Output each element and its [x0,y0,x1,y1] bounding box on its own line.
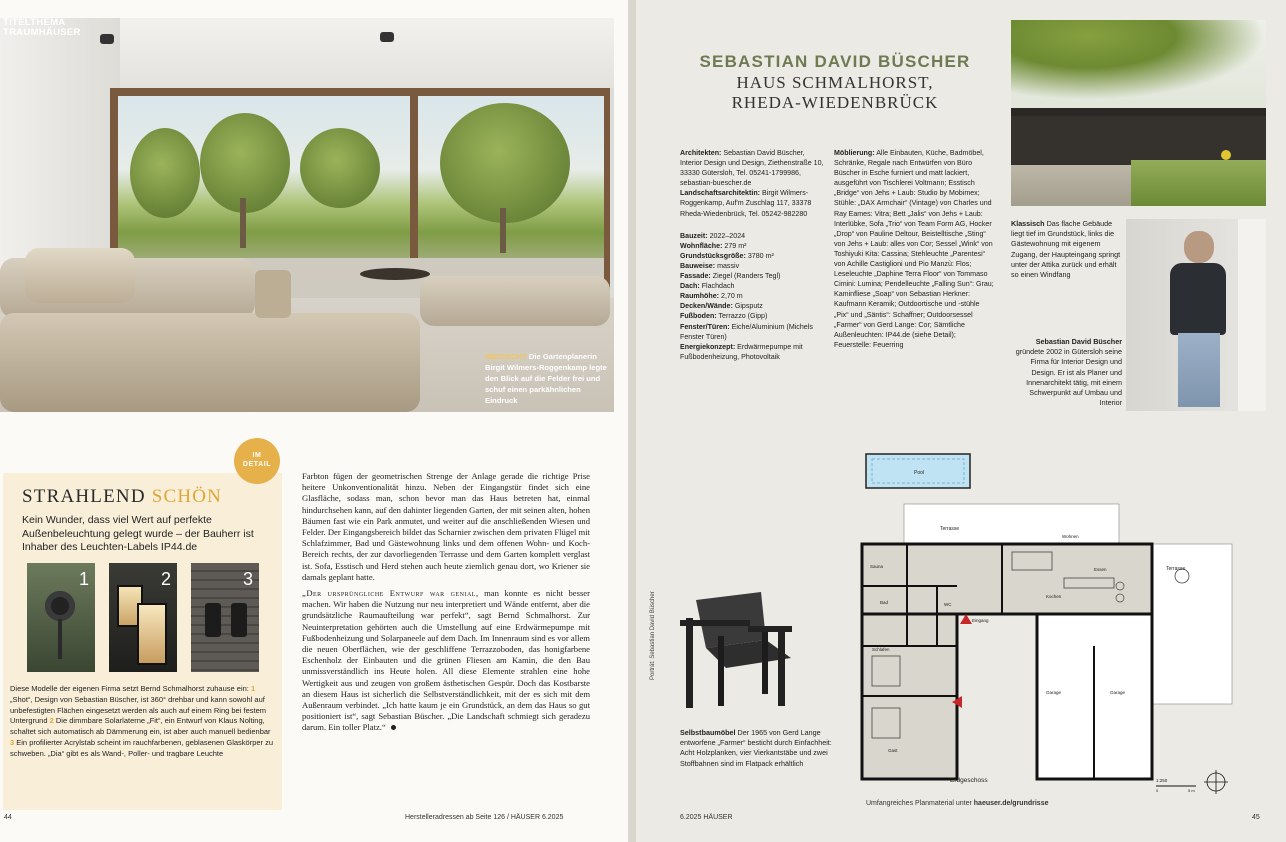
box-title-accent: SCHÖN [151,486,223,507]
box-text-2: „Shot“, Design von Sebastian Büscher, ist 360° drehbar und kann sowohl auf unbefestigten Flächen eingesetzt werden als auch auf einem Ring bei festem Untergrund [10,694,266,726]
badge-line2: DETAIL [242,461,272,468]
chair-caption-lead: Selbstbaumöbel [680,728,736,737]
portrait-caption [1006,337,1122,408]
north-arrow-icon [1204,770,1228,794]
project-title [680,52,990,112]
box-title [22,486,222,508]
house-line2: RHEDA-WIEDENBRÜCK [731,93,939,112]
article-paragraph-2-text: man konnte es nicht besser machen. Wir haben die Nutzung nur neu interpretiert und Wände entfernt, aber die grundsätzliche Raumaufteilung war perfekt“, sagt Bernd Schmalhorst. Zur Neuinterpretation gehörten auch die Umstellung auf eine Erdwärmepumpe mit Fußbodenheizung und Solarpaneele auf dem Dach. Im Innenraum sind es vor allem die neuen Oberflächen, wie der geschliffene Terrazzoboden, das honigfarbene Eschenholz der Einbauten und die grünen Fliesen am Kamin, die den Bau unmissverständlich ins Heute holen. All diese Elemente strahlen eine hohe Wertigkeit aus und zeugen von großem ästhetischen Gespür. Doch das Kostbarste an diesem Haus ist sicherlich die Selbstverständlichkeit, mit der es sich mit dem Außenraum verbindet. „Ich hatte kaum je ein Grundstück, an dem das Haus so gut positioniert ist“, sagt Sebastian Büscher. „Die Landschaft schmiegt sich geradezu darum. Ein toller Platz.“ [302,588,590,733]
product-number-3: 3 [242,569,253,589]
plan-caption [866,800,1048,807]
plan-scale: 1:250 [1156,778,1168,783]
exterior-caption-text: Das flache Gebäude liegt tief im Grundstück, links die Gästewohnung mit eigenem Zugang, der Haupteingang springt unter der Attika zurück und erhält so einen Windfang [1011,219,1121,280]
portrait-credit: Porträt: Sebastian David Büscher [650,591,656,680]
floor-plan [832,446,1264,796]
fact-moeblierung: Möblierung: Alle Einbauten, Küche, Badmöbel, Schränke, Regale nach Entwürfen von Büro Büscher in Esche furniert und matt lackiert, ausgeführt von Tischlerei Voltmann; Esstisch „Bridge“ von Jehs + Laub: Studio by Mobimex; Stühle: „DAX Armchair“ (Vintage) von Charles und Ray Eames: Vitra; Bett „Jalis“ von Jehs + Laub: Interlübke, Sofa „Trio“ von Team Form AG, Hocker „Drop“ von Pauline Deltour, Beistelltische „Sting“ von Jehs + Laub: alles von Cor; Sessel „Wink“ von Toshiyuki Kita: Cassina; Stehleuchte „Parentesi“ von Achille Castiglioni und Pio Manzù: Flos; Leseleuchte „Daphine Terra Floor“ von Tommaso Cimini: Lumina; Pendelleuchte „Falling Sun“: Grau; Kaminfliese „Soap“ von Sebastian Herkner: Kaufmann Keramik; Outdoortische und -stühle „Pix“ und „Säntis“: Schaffner; Outdoorsessel „Farmer“ von Gerd Lange: Cor; Sämtliche Außenleuchten: IP44.de (siehe Detail); Feuerstelle: Feuerring [834,149,994,349]
left-page [0,0,628,842]
facts-column-1 [680,148,828,362]
fact-bauweise: Bauweise: massiv [680,261,740,270]
article-paragraph-2 [302,588,590,734]
plan-caption-prefix: Umfangreiches Planmaterial unter [866,800,972,807]
architect-name: SEBASTIAN DAVID BÜSCHER [699,52,971,71]
plan-label-wohnen: Wohnen [1062,534,1079,539]
fact-wohnflaeche: Wohnfläche: 279 m² [680,241,747,250]
portrait-photo [1126,219,1266,411]
section-kicker [3,18,81,38]
fact-fassade: Fassade: Ziegel (Randers Tegl) [680,272,781,281]
page-number-right: 45 [1252,814,1260,821]
plan-label-bad: Bad [880,600,889,605]
fact-grundstueck: Grundstücksgröße: 3780 m² [680,251,774,260]
box-text-3: Die dimmbare Solarlaterne „Fit“, ein Entwurf von Klaus Nolting, schaltet sich automatisch ab Dämmerung ein, ist aber auch manuell bedienbar [10,716,271,737]
fact-fussboden: Fußboden: Terrazzo (Gipp) [680,312,768,321]
fact-landschaftsarchitektin: Landschaftsarchitektin: Birgit Wilmers-Roggenkamp, Auf'm Zuschlag 117, 33378 Rheda-Wiedenbrück, Tel. 05242-982280 [680,189,812,218]
plan-label-gast: Gast [888,748,898,753]
box-body-text [10,684,275,760]
chair-caption-text: Der 1965 von Gerd Lange entworfene „Farmer“ besticht durch Einfachheit: Acht Holzplanken, vier Vierkantstäbe und zwei Stoffbahnen sind im Flatpack erhältlich [680,728,832,768]
plan-label-garage1: Garage [1046,690,1062,695]
plan-label-essen: Essen [1094,567,1107,572]
box-num-1: 1 [250,684,256,693]
hero-photo-living-room [0,18,614,412]
portrait-caption-text: gründete 2002 in Gütersloh seine Firma für Interior Design und Design. Er ist als Planer und Innenarchitekt tätig, mit einem Schwerpunkt auf Umbau und Interior [1015,347,1122,408]
plan-label-garage2: Garage [1110,690,1126,695]
hero-caption-text: Die Gartenplanerin Birgit Wilmers-Roggenkamp legte den Blick auf die Felder frei und schuf einen parkähnlichen Eindruck [485,352,607,405]
plan-floor-label: Erdgeschoss [950,777,988,784]
fact-raumhoehe: Raumhöhe: 2,70 m [680,292,743,301]
end-mark [391,725,396,730]
plan-caption-link[interactable]: haeuser.de/grundrisse [973,800,1049,807]
box-text-4: Ein profilierter Acrylstab scheint im rauchfarbenen, geblasenen Glaskörper zu schweben. „Dia“ gibt es als Wand-, Poller- und tragbare Leuchte [10,737,274,758]
box-subtitle: Kein Wunder, dass viel Wert auf perfekte Außenbeleuchtung gelegt wurde – der Bauherr ist Inhaber des Leuchten-Labels IP44.de [22,514,254,553]
right-page [636,0,1286,842]
plan-label-schlafen: Schlafen [872,647,890,652]
article-body [302,471,590,739]
plan-label-terrasse2: Terrasse [1166,566,1186,572]
fact-fenster: Fenster/Türen: Eiche/Aluminium (Michels Fenster Türen) [680,322,813,341]
plan-label-eingang: Eingang [972,618,989,623]
box-text-1: Diese Modelle der eigenen Firma setzt Bernd Schmalhorst zuhause ein: [10,684,249,693]
footer-right: 6.2025 HÄUSER [680,814,733,821]
gutter [628,0,636,842]
page-number-left: 44 [4,814,12,821]
kicker-line2: TRAUMHÄUSER [3,27,81,38]
badge-line1: IM [252,452,262,459]
plan-label-pool: Pool [914,470,925,476]
box-num-3: 3 [10,737,15,747]
detail-badge [234,438,280,484]
plan-label-wc: WC [944,602,952,607]
product-photo-1 [27,563,95,672]
product-photo-2 [109,563,177,672]
chair-caption [680,728,840,769]
kicker-line1: TITELTHEMA [3,17,66,28]
house-line1: HAUS SCHMALHORST, [736,73,934,92]
portrait-caption-lead: Sebastian David Büscher [1035,337,1122,346]
product-number-1: 1 [78,569,89,589]
fact-dach: Dach: Flachdach [680,282,735,291]
product-number-2: 2 [160,569,171,589]
article-lead-in: „Der ursprüngliche Entwurf war genial, [302,588,479,599]
fact-energie: Energiekonzept: Erdwärmepumpe mit Fußbodenheizung, Photovoltaik [680,342,803,361]
exterior-caption-lead: Klassisch [1011,219,1045,228]
box-num-2: 2 [49,716,54,726]
hero-caption-lead: WEITSICHT [485,352,527,361]
plan-label-sauna: Sauna [870,564,884,569]
box-title-plain: STRAHLEND [22,486,146,507]
plan-scale-0: 0 [1156,788,1159,793]
fact-architekten: Architekten: Sebastian David Büscher, Interior Design und Design, Ziethenstraße 10, 33330 Gütersloh, Tel. 05241-1799986, sebastian-buescher.de [680,149,824,188]
product-photo-3 [191,563,259,672]
plan-label-kochen: Kochen [1046,594,1062,599]
footer-left: Herstelleradressen ab Seite 126 / HÄUSER 6.2025 [405,814,564,821]
fact-decken: Decken/Wände: Gipsputz [680,302,763,311]
plan-scale-5: 5 m [1188,788,1195,793]
exterior-photo [1011,20,1266,206]
plan-label-terrasse1: Terrasse [940,526,960,532]
article-paragraph-1: Farbton fügen der geometrischen Strenge der Anlage gerade die richtige Prise heitere Unkonventionalität hinzu. Neben der Eingangstür findet sich eine Glasfläche, sodass man, schon bevor man das Haus betreten hat, einmal hindurchsehen kann, auf den dahinter liegenden Garten, der mit seinen alten, hohen Bäumen fast wie ein Park anmutet, und weiter auf die anschließenden Wiesen und Felder. Der Eingangsbereich bildet das Scharnier zwischen dem privaten Flügel mit Schlafzimmer, Bad und Gästewohnung links und dem offenen Wohn- und Koch-Bereich rechts, der zur davorliegenden Terrasse und dem Garten komplett verglast ist. Sofa, Esstisch und Herd stehen auch heute ziemlich genau dort, wo Kriener sie damals geplant hatte. [302,471,590,582]
fact-bauzeit: Bauzeit: 2022–2024 [680,231,746,240]
hero-caption [485,351,610,406]
farmer-chair-photo [666,570,816,718]
exterior-caption [1011,219,1123,280]
facts-column-2 [834,148,994,350]
